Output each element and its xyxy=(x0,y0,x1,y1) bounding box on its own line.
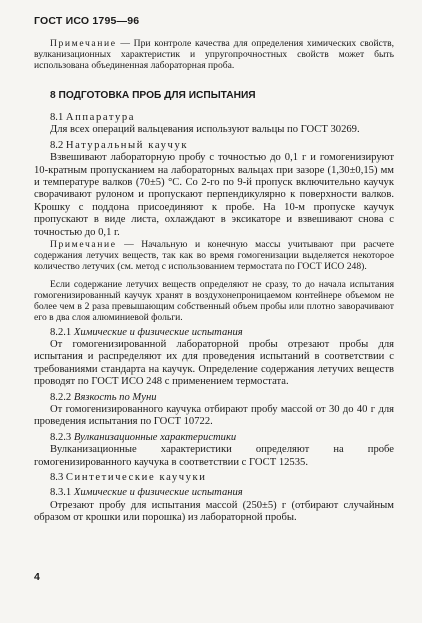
subsection-8-2-1-title: Химические и физические испытания xyxy=(73,326,243,338)
note-2-continuation: Если содержание летучих веществ определяют не сразу, то до начала испытания гомогенизированный каучук хранят в воздухонепроницаемом контейнере объемом не более чем в 2 раза превышающим собственный объем пробы или плотно заворачивают его в два слоя алюминиевой фольги. xyxy=(34,278,394,324)
subsection-8-2-heading xyxy=(34,140,394,152)
subsection-8-2-text: Взвешивают лабораторную пробу с точностью до 0,1 г и гомогенизируют 10-кратным пропусканием на лабораторных вальцах при зазоре (1,30±0,15) мм и температуре валков (70±5) °С. Со 2-го по 9-й пропуск включительно каучук сворачивают рулоном и пропускают перпендикулярно к поверхности валков. Крошку с поддона присоединяют к пробе. На 10-м пропуске каучук пропускают в виде листа, охлаждают в эксикаторе и взвешивают снова с точностью до 0,1 г. xyxy=(34,152,394,238)
subsection-8-3-1-title: Химические и физические испытания xyxy=(73,487,243,499)
subsection-8-1-heading xyxy=(34,112,394,124)
page-content xyxy=(34,38,394,525)
subsection-8-2-2-heading xyxy=(34,392,394,404)
section-8-title: 8 ПОДГОТОВКА ПРОБ ДЛЯ ИСПЫТАНИЯ xyxy=(50,89,256,101)
note-2-text: — Начальную и конечную массы учитывают при расчете содержания летучих веществ, так как во время гомогенизации выделяется некоторое количество летучих (см. метод с использованием термостата по ГОСТ ИСО 248). xyxy=(34,239,394,273)
note-2-label: Примечание xyxy=(50,239,117,251)
subsection-8-1-title: Аппаратура xyxy=(65,112,136,124)
subsection-8-2-2-text: От гомогенизированного каучука отбирают пробу массой от 30 до 40 г для проведения испытания по ГОСТ 10722. xyxy=(34,403,394,428)
note-1-text: — При контроле качества для определения химических свойств, вулканизационных характеристик и упругопрочностных свойств может быть использована объединенная лабораторная проба. xyxy=(34,38,394,72)
subsection-8-3-1-heading xyxy=(34,487,394,499)
subsection-8-2-2-title: Вязкость по Муни xyxy=(73,391,157,403)
subsection-8-1-text: Для всех операций вальцевания используют вальцы по ГОСТ 30269. xyxy=(50,124,360,136)
subsection-8-2-3-title: Вулканизационные характеристики xyxy=(73,431,237,443)
note-1-label: Примечание xyxy=(50,38,117,49)
subsection-8-2-3-heading xyxy=(34,432,394,444)
subsection-8-2-3-text: Вулканизационные характеристики определяют на пробе гомогенизированного каучука в соответствии с ГОСТ 12535. xyxy=(34,444,394,468)
subsection-8-2-3-number: 8.2.3 xyxy=(50,431,74,443)
subsection-8-3-title: Синтетические каучуки xyxy=(65,471,207,483)
subsection-8-2-2-number: 8.2.2 xyxy=(50,391,74,403)
subsection-8-3-heading xyxy=(34,472,394,484)
page-header: ГОСТ ИСО 1795—96 xyxy=(34,15,140,27)
note-1 xyxy=(34,38,394,72)
subsection-8-3-1-number: 8.3.1 xyxy=(50,487,74,499)
subsection-8-2-1-text: От гомогенизированной лабораторной пробы отрезают пробы для испытания и распределяют их для проведения испытаний в соответствии с требованиями стандарта на каучук. Определение содержания летучих веществ проводят по ГОСТ ИСО 248 с применением термостата. xyxy=(34,338,394,388)
subsection-8-1-number: 8.1 xyxy=(50,112,66,124)
subsection-8-2-1-number: 8.2.1 xyxy=(50,326,74,338)
subsection-8-3-number: 8.3 xyxy=(50,471,66,483)
subsection-8-3-1-text: Отрезают пробу для испытания массой (250±5) г (отбирают случайным образом от крошки или порошка) из лабораторной пробы. xyxy=(34,499,394,524)
page-number: 4 xyxy=(34,571,40,583)
subsection-8-2-1-heading xyxy=(34,327,394,339)
subsection-8-2-number: 8.2 xyxy=(50,139,66,151)
subsection-8-2-title: Натуральный каучук xyxy=(65,139,189,151)
note-2 xyxy=(34,239,394,273)
